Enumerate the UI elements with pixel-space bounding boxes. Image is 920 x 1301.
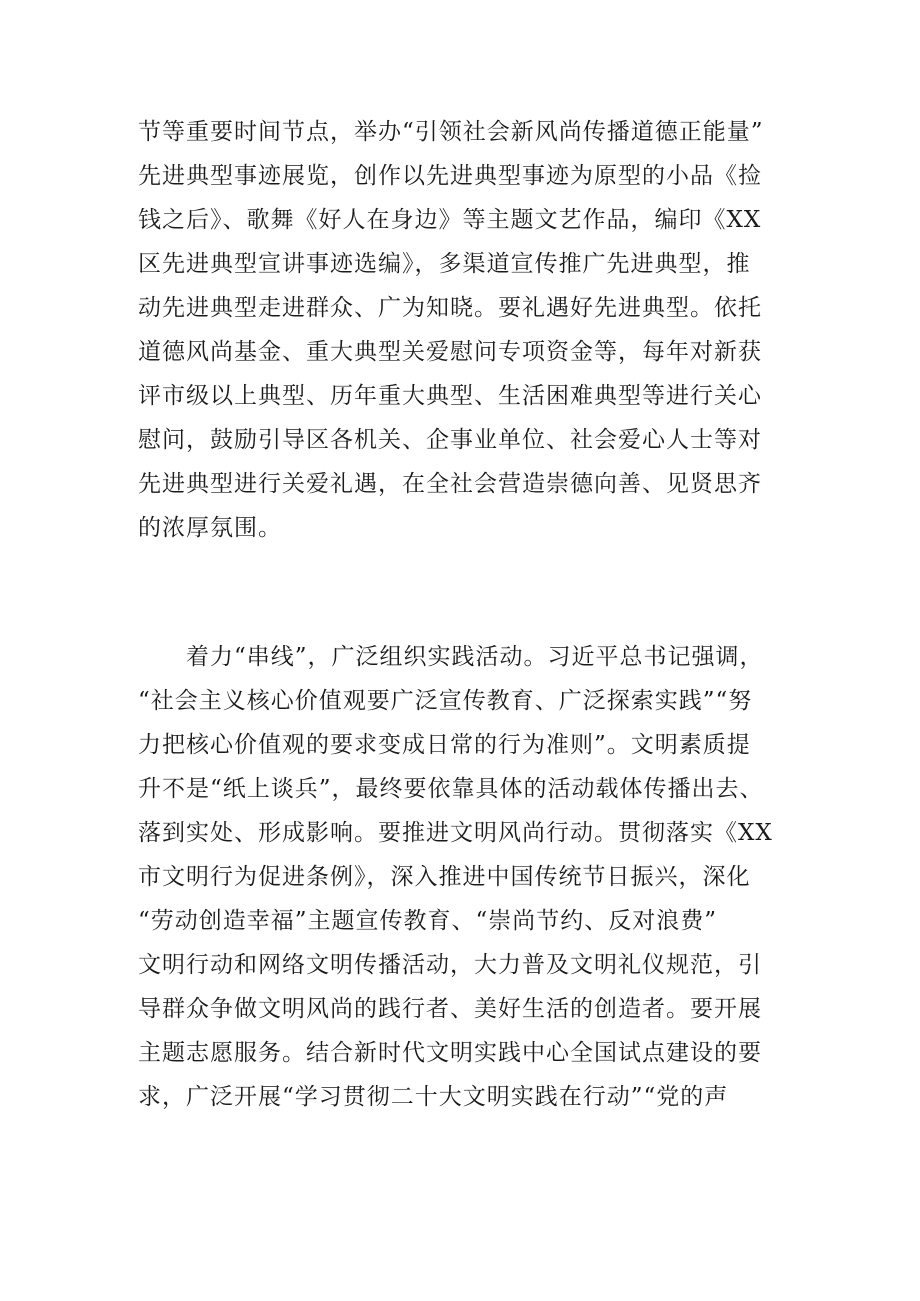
text-line: 市文明行为促进条例》，深入推进中国传统节日振兴，深化 (138, 864, 751, 890)
text-line: 升不是“纸上谈兵”，最终要依靠具体的活动载体传播出去、 (138, 776, 764, 802)
text-line: 力把核心价值观的要求变成日常的行为准则”。文明素质提 (138, 732, 751, 758)
text-line: “社会主义核心价值观要广泛宣传教育、广泛探索实践”“努 (138, 688, 753, 714)
text-line: 动先进典型走进群众、广为知晓。要礼遇好先进典型。依托 (138, 295, 762, 321)
text-line: 落到实处、形成影响。要推进文明风尚行动。贯彻落实《XX (138, 820, 773, 846)
text-line: 区先进典型宣讲事迹选编》，多渠道宣传推广先进典型，推 (138, 251, 751, 277)
text-line: 先进典型事迹展览，创作以先进典型事迹为原型的小品《捡 (138, 163, 762, 189)
text-line: 钱之后》、歌舞《好人在身边》等主题文艺作品，编印《XX (138, 207, 762, 233)
text-line: 节等重要时间节点，举办“引领社会新风尚传播道德正能量” (138, 119, 764, 145)
text-line: 求，广泛开展“学习贯彻二十大文明实践在行动”“党的声 (138, 1084, 729, 1110)
text-line: 文明行动和网络文明传播活动，大力普及文明礼仪规范，引 (138, 952, 762, 978)
paragraph-1 (138, 110, 798, 550)
text-line: 主题志愿服务。结合新时代文明实践中心全国试点建设的要 (138, 1040, 762, 1066)
text-line: 道德风尚基金、重大典型关爱慰问专项资金等，每年对新获 (138, 339, 762, 365)
text-line: 的浓厚氛围。 (138, 515, 282, 541)
paragraph-2 (138, 635, 798, 1119)
text-line: 导群众争做文明风尚的践行者、美好生活的创造者。要开展 (138, 996, 762, 1022)
text-line: 慰问，鼓励引导区各机关、企事业单位、社会爱心人士等对 (138, 427, 762, 453)
text-line: “劳动创造幸福”主题宣传教育、“崇尚节约、反对浪费” (138, 908, 718, 934)
text-line: 先进典型进行关爱礼遇，在全社会营造崇德向善、见贤思齐 (138, 471, 762, 497)
text-line: 评市级以上典型、历年重大典型、生活困难典型等进行关心 (138, 383, 762, 409)
text-line: 着力“串线”，广泛组织实践活动。习近平总书记强调， (186, 644, 764, 670)
